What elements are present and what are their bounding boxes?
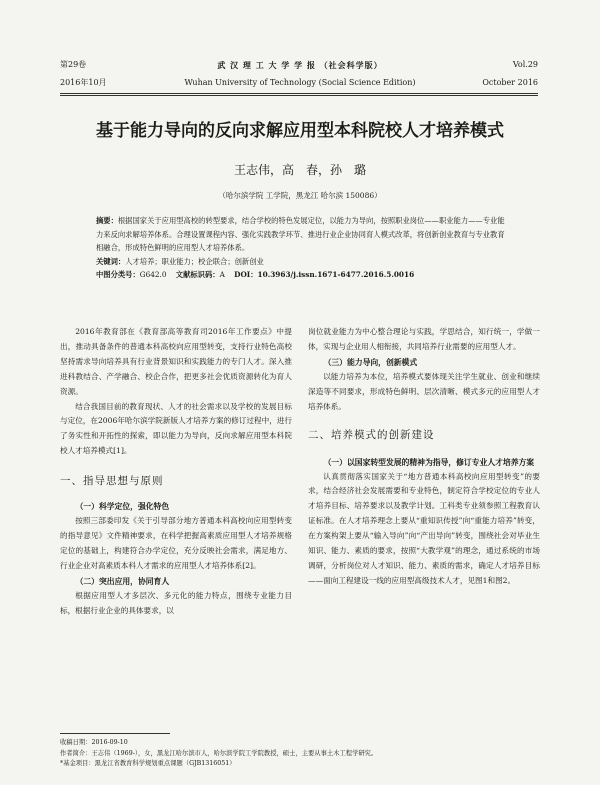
abstract-block bbox=[96, 214, 506, 282]
footnotes bbox=[60, 738, 538, 770]
header-rule bbox=[60, 93, 538, 94]
subheading: （二）突出应用，协同育人 bbox=[75, 576, 170, 586]
paragraph: 认真贯彻落实国家关于“地方普通本科高校向应用型转变”的要求，结合经济社会发展需要和专业特色，制定符合学校定位的专业人才培养目标、培养要求以及教学计划。工科类专业须参照工程教育认证标准。在人才培养理念上要从“重知识传授”向“重能力培养”转变，在方案构架上要从“输入导向”向“产出导向”转变，围绕社会对毕业生知识、能力、素质的要求，按照“大教学观”的理念，通过系统的市场调研，分析岗位对人才知识、能力、素质的需求，确定人才培养目标——面向工程建设一线的应用型高级技术人才，见图1和图2。 bbox=[308, 471, 540, 585]
paragraph: 根据应用型人才多层次、多元化的能力特点，围绕专业能力目标，根据行业企业的具体要求，以 bbox=[60, 590, 292, 615]
subheading: （一）科学定位，强化特色 bbox=[75, 502, 170, 512]
header-volume: 第29卷 bbox=[60, 60, 87, 69]
abstract-text: 根据国家关于应用型高校的转型要求，结合学校的特色发展定位，以能力为导向，按照职业岗位——职业能力——专业能力来反向求解培养体系。合理设置课程内容、强化实践教学环节、推进行业企业协同育人模式改革，将创新创业教育与专业教育相融合，形成特色鲜明的应用型人才培养体系。 bbox=[96, 216, 505, 253]
footnote-fund: *基金项目：黑龙江省教育科学规划重点课题（GJB1316051） bbox=[60, 760, 236, 767]
keywords-text: 人才培养；职业能力；校企联合；创新创业 bbox=[125, 256, 264, 266]
footnote-author: 作者简介：王志伟（1969-），女，黑龙江哈尔滨市人，哈尔滨学院工学院教授，硕士，主要从事土木工程学研究。 bbox=[60, 749, 378, 757]
right-column bbox=[308, 325, 540, 589]
clc-label: 中图分类号： bbox=[96, 270, 140, 280]
left-column bbox=[60, 325, 292, 619]
keywords bbox=[96, 255, 506, 269]
footnote-rule bbox=[60, 733, 170, 734]
header-rule-thin bbox=[60, 95, 538, 96]
affiliation: （哈尔滨学院 工学院，黑龙江 哈尔滨 150086） bbox=[218, 191, 382, 200]
footnote-received: 收稿日期：2016-09-10 bbox=[60, 739, 128, 746]
clc-value: G642.0 bbox=[139, 270, 167, 280]
paragraph: 以能力培养为本位，培养模式要体现关注学生就业、创业和继续深造等不同要求，形成特色鲜明、层次清晰、模式多元的应用型人才培养体系。 bbox=[308, 371, 540, 411]
journal-title-cn: 武 汉 理 工 大 学 学 报 （社会科学版） bbox=[217, 60, 383, 70]
paragraph: 岗位就业能力为中心整合理论与实践，学思结合，知行统一，学做一体，实现与企业用人相衔接，共同培养行业需要的应用型人才。 bbox=[308, 327, 540, 351]
section-heading-1: 一、指导思想与原则 bbox=[60, 475, 164, 488]
keywords-label: 关键词： bbox=[96, 256, 126, 266]
paragraph: 结合我国目前的教育现状、人才的社会需求以及学校的发展目标与定位，在2006年哈尔滨学院新版人才培养方案的修订过程中，进行了务实性和开拓性的探索，即以能力为导向，反向求解应用型本科院校人才培养模式[1]。 bbox=[60, 401, 292, 456]
abstract bbox=[96, 214, 506, 255]
journal-title-en: Wuhan University of Technology (Social Science Edition) bbox=[184, 78, 416, 87]
header-volume-en: Vol.29 bbox=[512, 60, 538, 69]
header-date: 2016年10月 bbox=[60, 78, 107, 87]
article-title: 基于能力导向的反向求解应用型本科院校人才培养模式 bbox=[96, 121, 504, 141]
doc-code-value: A bbox=[219, 270, 225, 280]
classification bbox=[96, 268, 506, 282]
paragraph: 2016年教育部在《教育部高等教育司2016年工作要点》中提出，推动具备条件的普通本科高校向应用型转变，支持行业特色高校坚持需求导向培养具有行业背景知识和实践能力的专门人才。深入推进科教结合、产学融合、校企合作，把更多社会优质资源转化为育人资源。 bbox=[60, 327, 292, 396]
doc-code-label: 文献标识码： bbox=[175, 270, 220, 280]
doi: DOI：10.3963/j.issn.1671-6477.2016.5.0016 bbox=[234, 270, 415, 280]
paragraph: 按照三部委印发《关于引导部分地方普通本科高校向应用型转变的指导意见》文件精神要求，在科学把握高素质应用型人才培养规格定位的基础上，构建符合办学定位，充分反映社会需求，满足地方、行业企业对高素质本科人才需求的应用型人才培养体系[2]。 bbox=[60, 516, 292, 570]
header-date-en: October 2016 bbox=[482, 78, 538, 87]
subheading: （三）能力导向，创新模式 bbox=[323, 357, 418, 367]
authors: 王志伟，高 春，孙 璐 bbox=[233, 163, 366, 177]
subheading: （一）以国家转型发展的精神为指导，修订专业人才培养方案 bbox=[323, 457, 535, 467]
section-heading-2: 二、培养模式的创新建设 bbox=[308, 428, 435, 441]
abstract-label: 摘要： bbox=[96, 216, 118, 225]
